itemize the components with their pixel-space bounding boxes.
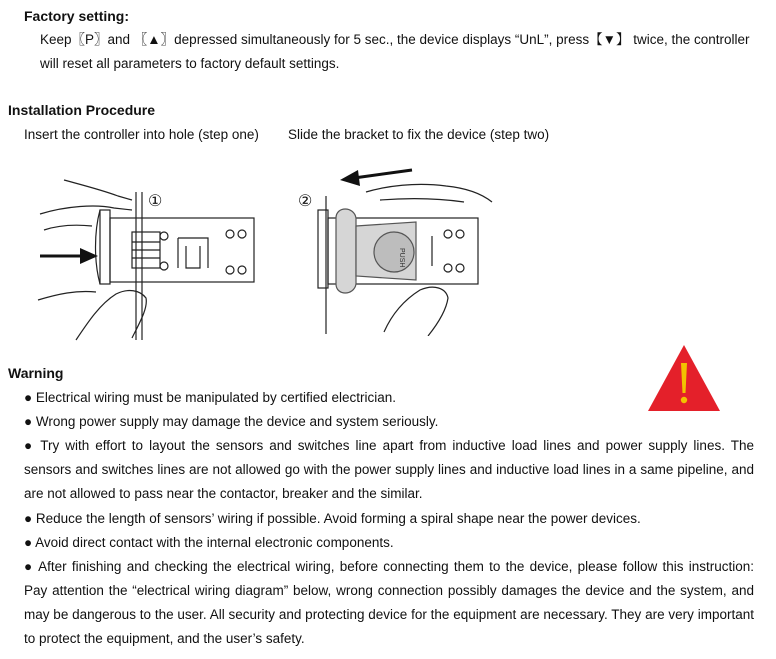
warning-item-3: ● Try with effort to layout the sensors and switches line apart from inductive load lines and power supply lines. The sensors and switches lines are not allowed go with the power supply lines and inductive load lines in a same pipeline, and are not allowed to pass near the contactor, breaker and the similar. <box>24 438 754 501</box>
installation-heading: Installation Procedure <box>8 102 156 118</box>
warning-heading: Warning <box>8 365 64 381</box>
warning-item-4: ● Reduce the length of sensors’ wiring if possible. Avoid forming a spiral shape near the power devices. <box>24 511 641 526</box>
warning-item-2: ● Wrong power supply may damage the device and system seriously. <box>24 414 439 429</box>
factory-setting-line-2: will reset all parameters to factory default settings. <box>40 56 340 71</box>
install-step-two-caption: Slide the bracket to fix the device (step two) <box>288 127 550 142</box>
step-one-number: ① <box>148 193 163 210</box>
push-label: PUSH <box>398 248 405 268</box>
factory-setting-line-1: Keep〖P〗and 〖▲〗depressed simultaneously for 5 sec., the device displays “UnL”, press【▼】 twice, the controller <box>40 32 750 47</box>
factory-setting-heading: Factory setting: <box>24 8 130 24</box>
warning-item-5: ● Avoid direct contact with the internal electronic components. <box>24 535 394 550</box>
install-step-one-caption: Insert the controller into hole (step one) <box>24 127 259 142</box>
install-step-two-figure <box>296 166 506 336</box>
warning-item-6: ● After finishing and checking the electrical wiring, before connecting them to the device, please follow this instruction: Pay attention the “electrical wiring diagram” below, wrong connection possibly damages the device and the system, and may be dangerous to the user. All security and protecting device for the equipment are necessary. They are very important to protect the equipment, and the user’s safety. <box>24 559 754 646</box>
install-step-one-figure <box>36 172 266 342</box>
warning-item-1: ● Electrical wiring must be manipulated by certified electrician. <box>24 390 397 405</box>
step-two-number: ② <box>298 193 313 210</box>
